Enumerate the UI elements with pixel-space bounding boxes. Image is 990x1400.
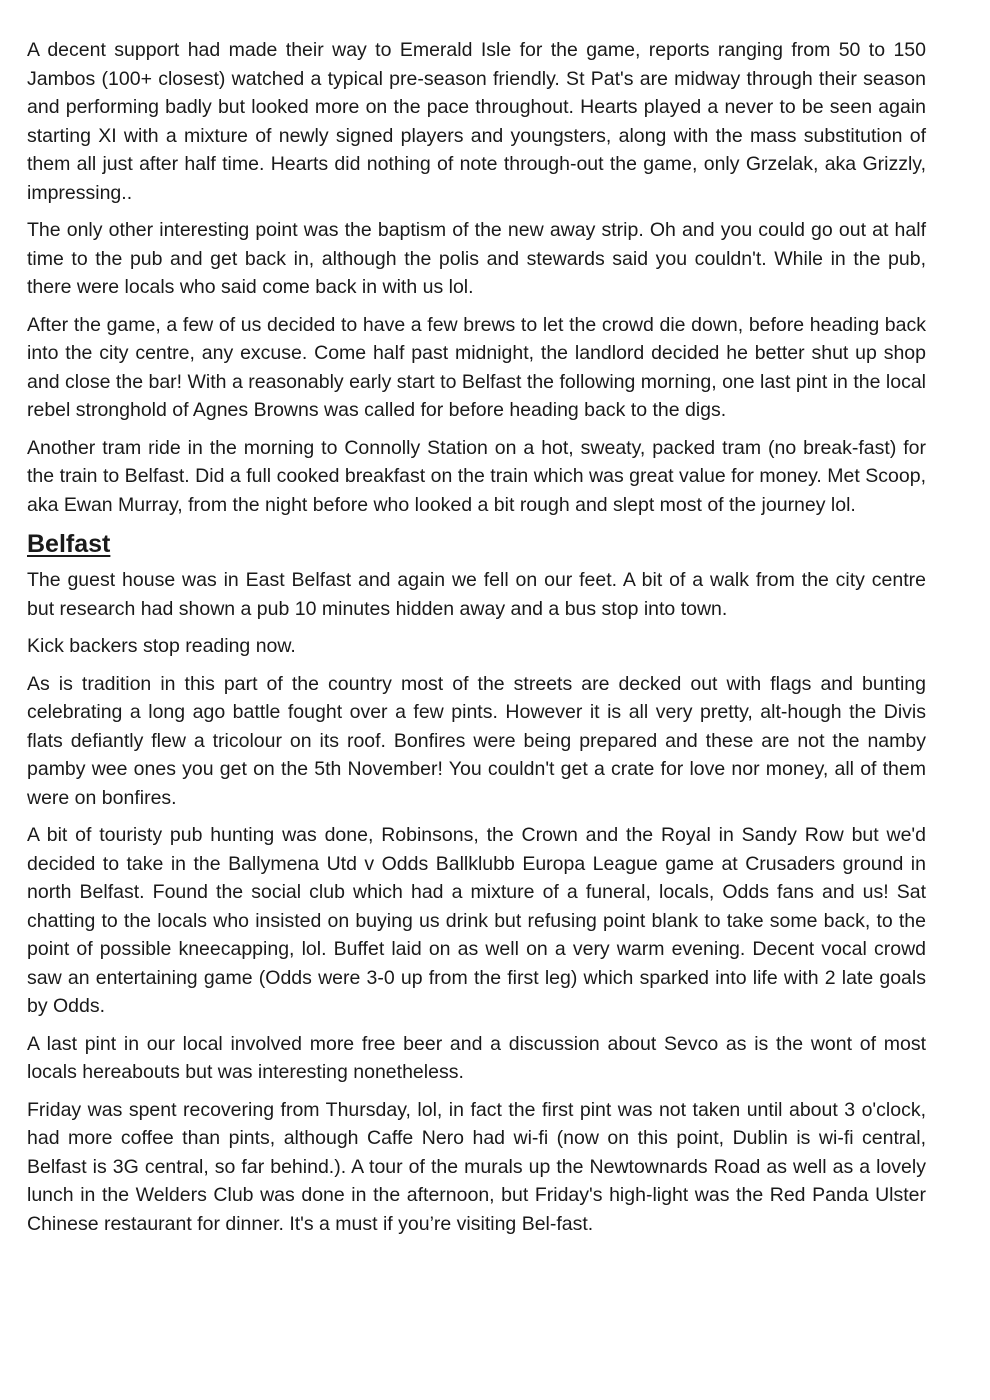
paragraph-guest-house: The guest house was in East Belfast and again we fell on our feet. A bit of a walk from the city centre but research had shown a pub 10 minutes hidden away and a bus stop into town.	[27, 569, 926, 620]
paragraph-after-game: After the game, a few of us decided to have a few brews to let the crowd die down, before heading back into the city centre, any excuse. Come half past midnight, the landlord decided he better shut up shop and close the bar! With a reasonably early start to Belfast the following morning, one last pint in the local rebel stronghold of Agnes Browns was called for before heading back to the digs.	[27, 313, 926, 421]
paragraph-tram-ride: Another tram ride in the morning to Connolly Station on a hot, sweaty, packed tram (no break-fast) for the train to Belfast. Did a full cooked breakfast on the train which was great value for money. Met Scoop, aka Ewan Murray, from the night before who looked a bit rough and slept most of the journey lol.	[27, 436, 926, 516]
paragraph-away-strip: The only other interesting point was the baptism of the new away strip. Oh and you could go out at half time to the pub and get back in, although the polis and stewards said you couldn't. While in the pub, there were locals who said come back in with us lol.	[27, 219, 926, 298]
paragraph-pub-hunting: A bit of touristy pub hunting was done, Robinsons, the Crown and the Royal in Sandy Row but we'd decided to take in the Ballymena Utd v Odds Ballklubb Europa League game at Crusaders ground in north Belfast. Found the social club which had a mixture of a funeral, locals, Odds fans and us! Sat chatting to the locals who insisted on buying us drink but refusing point blank to take some back, to the point of possible kneecapping, lol. Buffet laid on as well on a very warm evening. Decent vocal crowd saw an entertaining game (Odds were 3-0 up from the first leg) which sparked into life with 2 late goals by Odds.	[27, 824, 926, 1017]
section-heading-belfast: Belfast	[27, 530, 111, 558]
paragraph-last-pint: A last pint in our local involved more free beer and a discussion about Sevco as is the wont of most locals hereabouts but was interesting nonetheless.	[27, 1032, 926, 1083]
paragraph-friday: Friday was spent recovering from Thursday, lol, in fact the first pint was not taken until about 3 o'clock, had more coffee than pints, although Caffe Nero had wi-fi (now on this point, Dublin is wi-fi central, Belfast is 3G central, so far behind.). A tour of the murals up the Newtownards Road as well as a lovely lunch in the Welders Club was done in the afternoon, but Friday's high-light was the Red Panda Ulster Chinese restaurant for dinner. It's a must if you’re visiting Bel-fast.	[27, 1098, 926, 1235]
paragraph-kick-backers: Kick backers stop reading now.	[27, 635, 296, 657]
document-page	[27, 36, 926, 1247]
paragraph-game-report: A decent support had made their way to Emerald Isle for the game, reports ranging from 50 to 150 Jambos (100+ closest) watched a typical pre-season friendly. St Pat's are midway through their season and performing badly but looked more on the pace throughout. Hearts played a never to be seen again starting XI with a mixture of newly signed players and youngsters, along with the mass substitution of them all just after half time. Hearts did nothing of note through-out the game, only Grzelak, aka Grizzly, impressing..	[27, 39, 926, 204]
paragraph-tradition: As is tradition in this part of the country most of the streets are decked out with flags and bunting celebrating a long ago battle fought over a few pints. However it is all very pretty, alt-hough the Divis flats defiantly flew a tricolour on its roof. Bonfires were being prepared and these are not the namby pamby wee ones you get on the 5th November! You couldn't get a crate for love nor money, all of them were on bonfires.	[27, 672, 926, 809]
